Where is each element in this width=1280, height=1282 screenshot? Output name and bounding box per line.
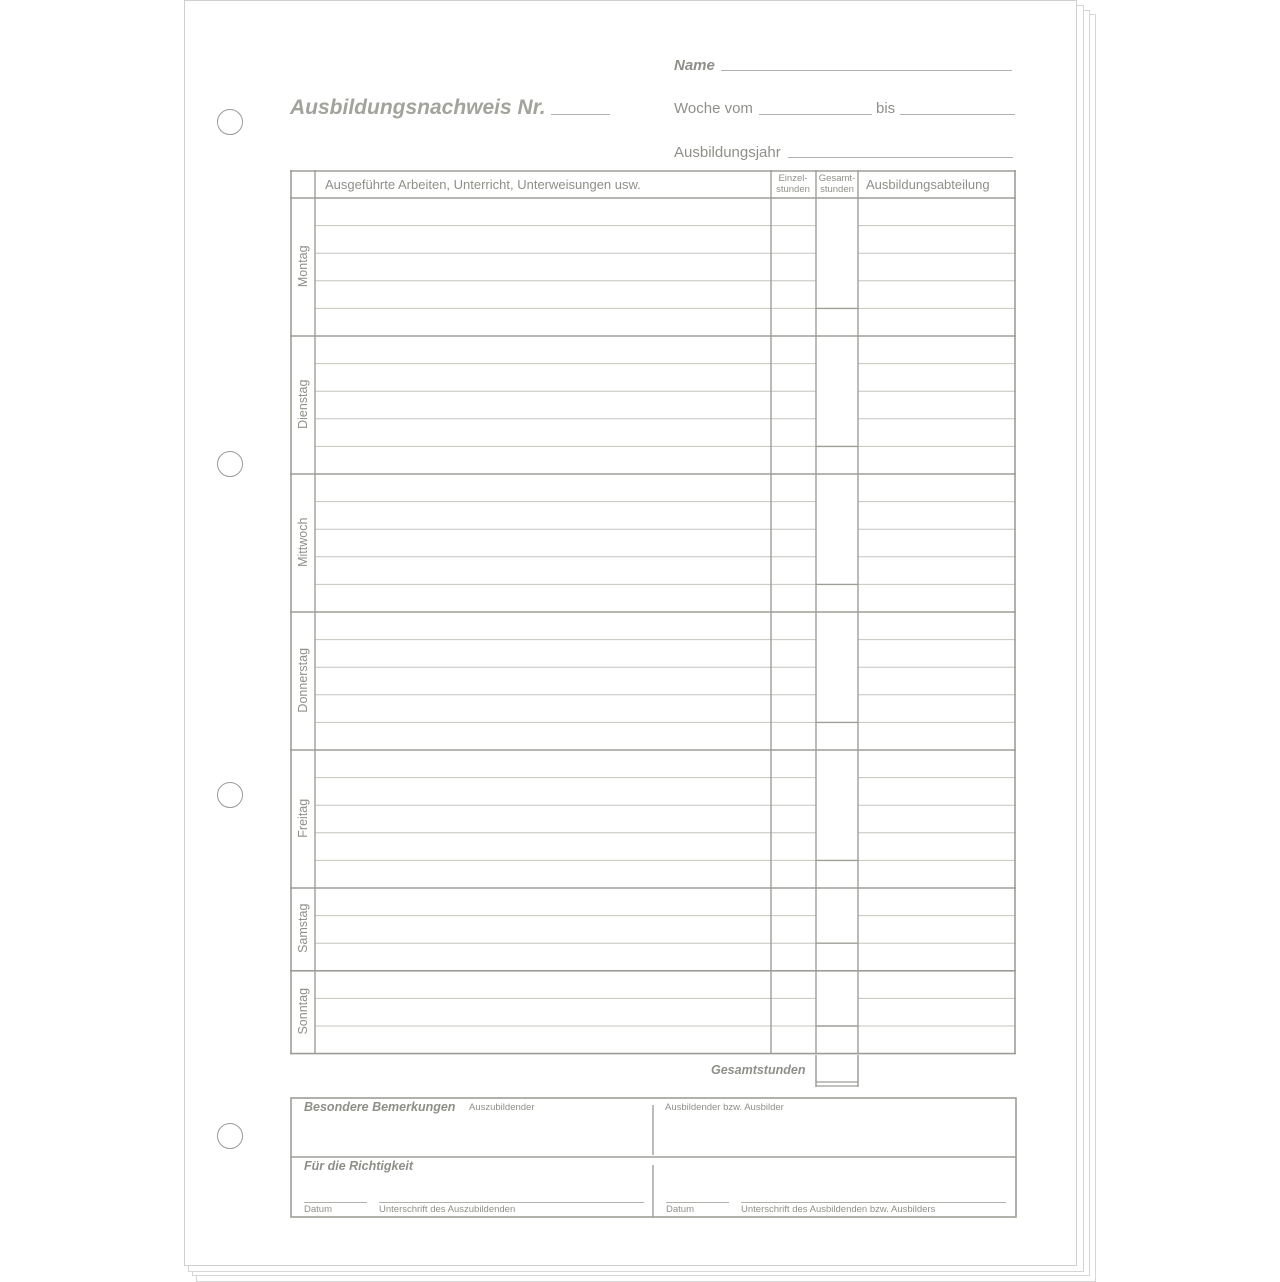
signature-trainer-field[interactable] <box>741 1202 1006 1203</box>
grand-total-box[interactable] <box>815 1055 859 1089</box>
week-from-field[interactable] <box>759 114 872 115</box>
day-label-montag: Montag <box>295 245 310 288</box>
total-hours-line2: stunden <box>820 183 854 195</box>
signature-trainee-field[interactable] <box>379 1202 644 1203</box>
report-number-field[interactable] <box>551 114 610 115</box>
day-label-freitag: Freitag <box>295 798 310 838</box>
single-hours-line1: Einzel- <box>778 173 808 184</box>
column-header-total-hours <box>816 174 858 196</box>
trainer-label: Ausbildender bzw. Ausbilder <box>665 1102 784 1113</box>
day-label-mittwoch: Mittwoch <box>295 517 310 567</box>
signature-trainer-caption: Unterschrift des Ausbildenden bzw. Ausbilders <box>741 1204 936 1215</box>
training-year-field[interactable] <box>788 157 1013 158</box>
trainee-label: Auszubildender <box>469 1102 535 1113</box>
remarks-label: Besondere Bemerkungen <box>304 1100 456 1114</box>
name-field[interactable] <box>721 70 1012 71</box>
week-to-field[interactable] <box>900 114 1015 115</box>
punch-hole <box>217 109 243 135</box>
punch-hole <box>217 451 243 477</box>
week-to-label: bis <box>876 100 896 117</box>
date-field-left[interactable] <box>304 1202 367 1203</box>
date-field-right[interactable] <box>666 1202 729 1203</box>
signature-trainee-caption: Unterschrift des Auszubildenden <box>379 1204 516 1215</box>
total-hours-line1: Gesamt- <box>818 173 856 184</box>
column-header-single-hours <box>772 174 814 196</box>
remarks-trainer-field[interactable] <box>660 1116 1010 1154</box>
correctness-label: Für die Richtigkeit <box>304 1159 414 1173</box>
single-hours-line2: stunden <box>776 183 810 195</box>
day-label-sonntag: Sonntag <box>295 988 310 1035</box>
date-caption-left: Datum <box>304 1204 332 1215</box>
training-year-label: Ausbildungsjahr <box>674 144 781 161</box>
column-header-department: Ausbildungsabteilung <box>866 177 990 192</box>
day-label-donnerstag: Donnerstag <box>295 647 310 713</box>
form-title: Ausbildungsnachweis Nr. <box>290 96 546 119</box>
weekly-report-table <box>290 170 1016 1057</box>
remarks-trainee-field[interactable] <box>296 1116 648 1154</box>
punch-hole <box>217 782 243 808</box>
date-caption-right: Datum <box>666 1204 694 1215</box>
column-header-work: Ausgeführte Arbeiten, Unterricht, Unterweisungen usw. <box>325 177 641 192</box>
name-label: Name <box>674 57 715 74</box>
week-from-label: Woche vom <box>674 100 753 117</box>
punch-hole <box>217 1123 243 1149</box>
day-label-samstag: Samstag <box>295 903 310 954</box>
day-label-dienstag: Dienstag <box>295 379 310 429</box>
total-hours-label: Gesamtstunden <box>711 1063 806 1077</box>
